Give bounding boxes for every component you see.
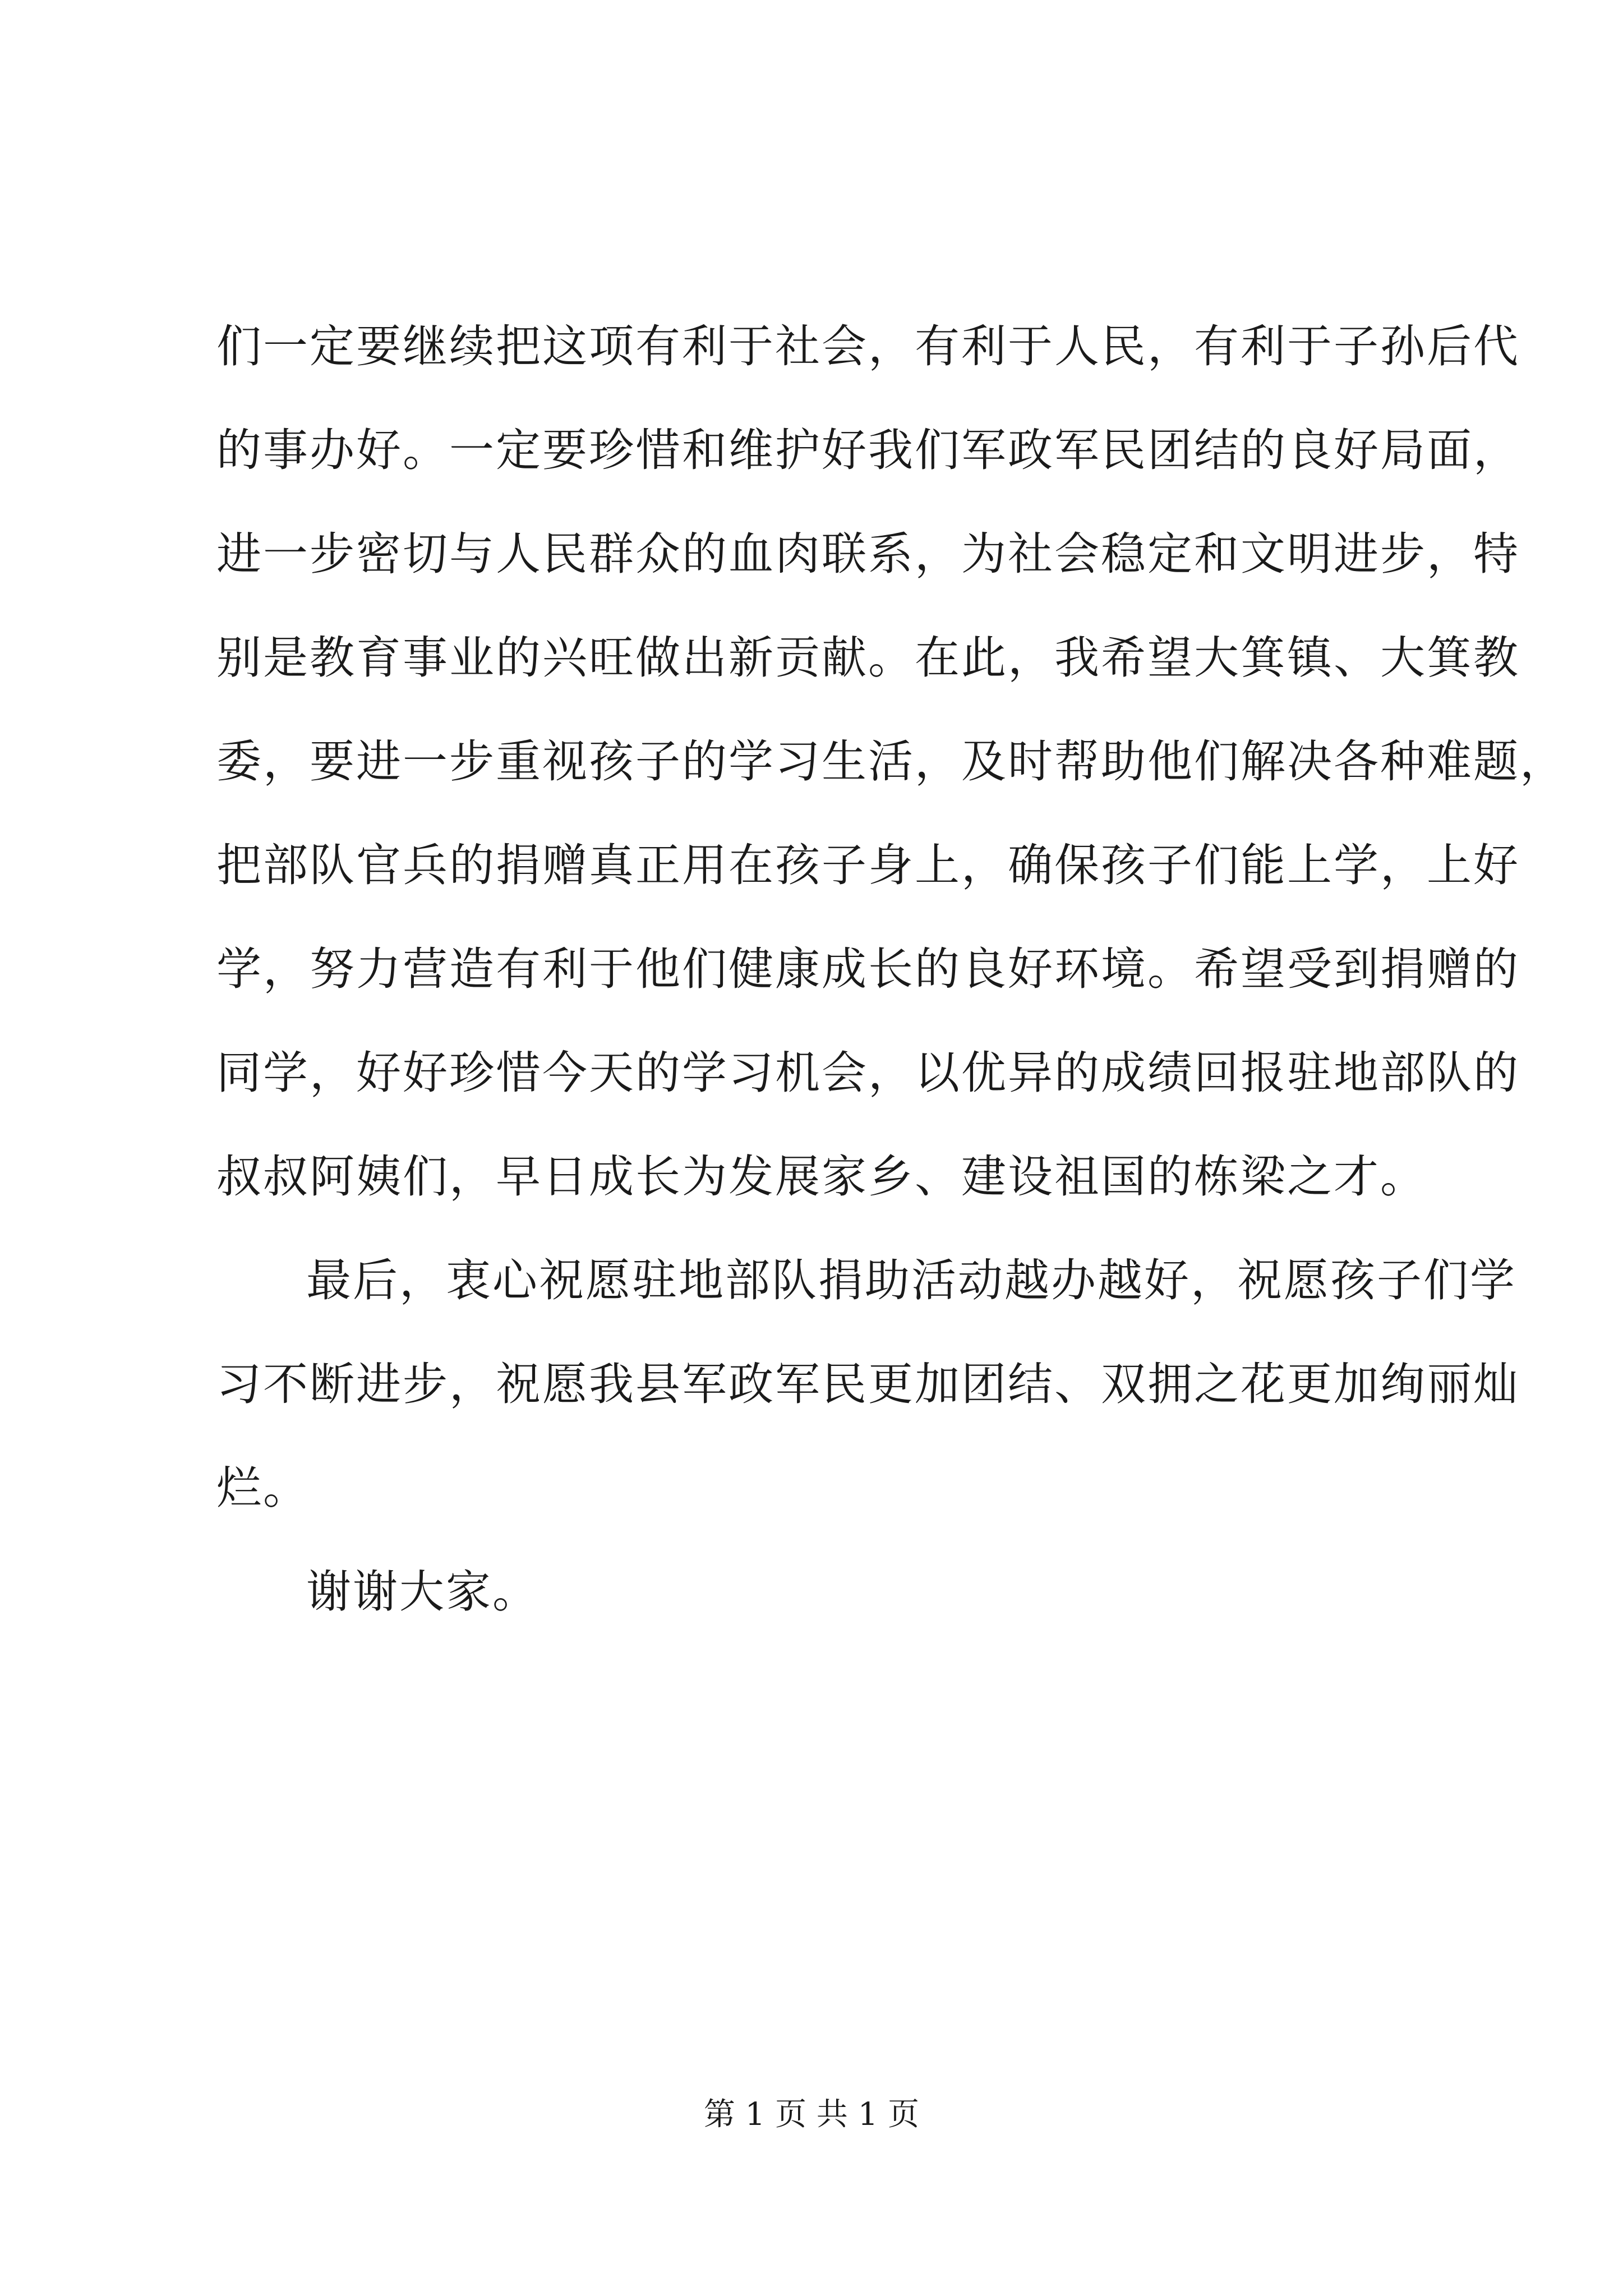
- document-body: [216, 295, 1566, 1644]
- paragraph-closing-wishes: [216, 1228, 1520, 1540]
- text-line: 烂。: [216, 1462, 310, 1514]
- text-line: 把部队官兵的捐赠真正用在孩子身上，确保孩子们能上学，上好: [216, 839, 1520, 891]
- text-line: 叔叔阿姨们，早日成长为发展家乡、建设祖国的栋梁之才。: [216, 1151, 1427, 1203]
- paragraph-continuation: [216, 295, 1566, 1228]
- paragraph-thanks: [216, 1540, 1417, 1644]
- text-line: 进一步密切与人民群众的血肉联系，为社会稳定和文明进步，特: [216, 528, 1520, 580]
- text-line: 委，要进一步重视孩子的学习生活，及时帮助他们解决各种难题，: [216, 735, 1566, 788]
- text-line: 们一定要继续把这项有利于社会，有利于人民，有利于子孙后代: [216, 320, 1520, 372]
- page-footer: 第 1 页 共 1 页: [703, 2096, 920, 2133]
- text-line: 最后，衷心祝愿驻地部队捐助活动越办越好，祝愿孩子们学: [306, 1254, 1516, 1306]
- text-line: 别是教育事业的兴旺做出新贡献。在此，我希望大箕镇、大箕教: [216, 632, 1520, 684]
- text-line: 学，努力营造有利于他们健康成长的良好环境。希望受到捐赠的: [216, 943, 1520, 995]
- text-line: 谢谢大家。: [306, 1566, 539, 1618]
- text-line: 同学，好好珍惜今天的学习机会，以优异的成绩回报驻地部队的: [216, 1047, 1520, 1099]
- text-line: 的事办好。一定要珍惜和维护好我们军政军民团结的良好局面，: [216, 424, 1520, 476]
- text-line: 习不断进步，祝愿我县军政军民更加团结、双拥之花更加绚丽灿: [216, 1358, 1520, 1410]
